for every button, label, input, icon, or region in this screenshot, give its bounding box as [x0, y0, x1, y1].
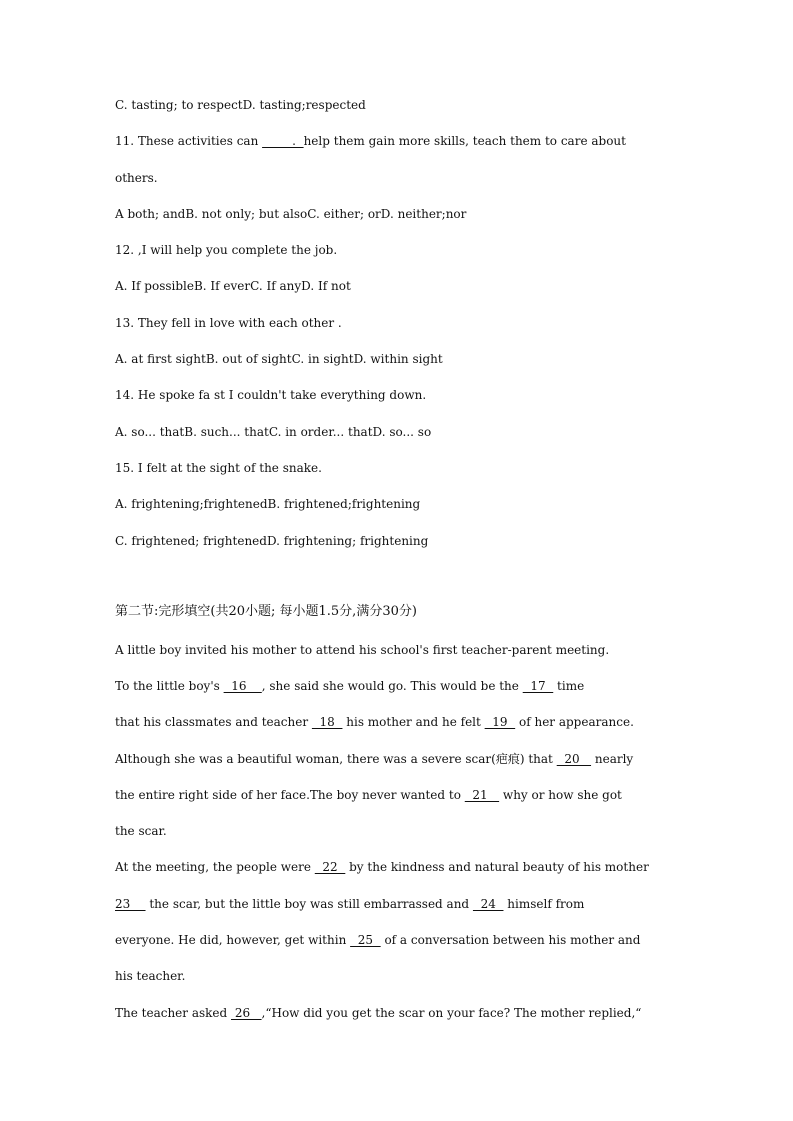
text: help them gain more skills, teach them to care about [303, 134, 626, 148]
text: the entire right side of her face.The boy never wanted to [115, 788, 465, 802]
text: , she said she would go. This would be the [261, 679, 523, 693]
question-13 [115, 315, 342, 331]
text: of a conversation between his mother and [380, 933, 641, 947]
passage-line-8 [115, 896, 584, 912]
blank: _____. [262, 134, 304, 148]
passage-line-3 [115, 714, 634, 730]
text: time [553, 679, 585, 693]
text: the scar, but the little boy was still embarrassed and [145, 897, 473, 911]
options-q14 [115, 424, 431, 440]
text: The teacher asked [115, 1006, 232, 1020]
question-12 [115, 242, 337, 258]
passage-line-7 [115, 859, 649, 875]
passage-line-1 [115, 642, 609, 658]
passage-line-5 [115, 787, 622, 803]
text: A. frightening;frightenedB. frightened;frightening [115, 497, 421, 511]
text: that his classmates and teacher [115, 715, 312, 729]
blank-18: 18 [311, 715, 343, 729]
blank-17: 17 [522, 679, 554, 693]
text: A. so... thatB. such... thatC. in order... thatD. so... so [115, 425, 432, 439]
text: ,“How did you get the scar on your face? The mother replied,“ [261, 1006, 642, 1020]
text: C. tasting; to respectD. tasting;respected [115, 98, 366, 112]
blank-21: 21 [464, 788, 500, 802]
text: of her appearance. [515, 715, 634, 729]
text: his mother and he felt [342, 715, 485, 729]
question-11-cont [115, 170, 158, 186]
text: 13. They fell in love with each other . [115, 316, 342, 330]
text: why or how she got [499, 788, 622, 802]
text: everyone. He did, however, get within [115, 933, 351, 947]
passage-line-4 [115, 751, 633, 767]
text: 15. I felt at the sight of the snake. [115, 461, 322, 475]
text: his teacher. [115, 969, 186, 983]
text: C. frightened; frightenedD. frightening; frightening [115, 534, 429, 548]
question-11 [115, 133, 626, 149]
question-14 [115, 387, 426, 403]
text: To the little boy's [115, 679, 224, 693]
text: At the meeting, the people were [115, 860, 315, 874]
text: A. at first sightB. out of sightC. in sightD. within sight [115, 352, 443, 366]
text: himself from [503, 897, 585, 911]
options-q11 [115, 206, 466, 222]
options-q13 [115, 351, 443, 367]
passage-line-6 [115, 823, 167, 839]
blank-23: 23 [115, 897, 146, 911]
text: 12. ,I will help you complete the job. [115, 243, 338, 257]
options-q15-cd [115, 533, 428, 549]
passage-line-9 [115, 932, 640, 948]
text: Although she was a beautiful woman, there was a severe scar(疤痕) that [115, 752, 557, 766]
question-15 [115, 460, 322, 476]
passage-line-10 [115, 968, 185, 984]
section-heading [115, 604, 417, 620]
blank-16: 16 [223, 679, 262, 693]
text: by the kindness and natural beauty of his mother [345, 860, 649, 874]
options-q15-ab [115, 496, 420, 512]
text: 第二节:完形填空(共20小题; 每小题1.5分,满分30分) [115, 604, 417, 619]
text: 11. These activities can [115, 134, 263, 148]
option-line-q10 [115, 97, 366, 113]
blank-25: 25 [350, 933, 381, 947]
options-q12 [115, 278, 351, 294]
blank-24: 24 [472, 897, 504, 911]
blank-26: 26 [231, 1006, 262, 1020]
passage-line-2 [115, 678, 584, 694]
text: others. [115, 171, 158, 185]
text: A little boy invited his mother to attend his school's first teacher-parent meeting. [115, 643, 610, 657]
text: 14. He spoke fa st I couldn't take everything down. [115, 388, 427, 402]
text: A. If possibleB. If everC. If anyD. If not [115, 279, 351, 293]
text: A both; andB. not only; but alsoC. either; orD. neither;nor [115, 207, 467, 221]
blank-22: 22 [314, 860, 346, 874]
blank-19: 19 [484, 715, 516, 729]
blank-20: 20 [556, 752, 592, 766]
text: the scar. [115, 824, 167, 838]
passage-line-11 [115, 1005, 641, 1021]
text: nearly [591, 752, 634, 766]
